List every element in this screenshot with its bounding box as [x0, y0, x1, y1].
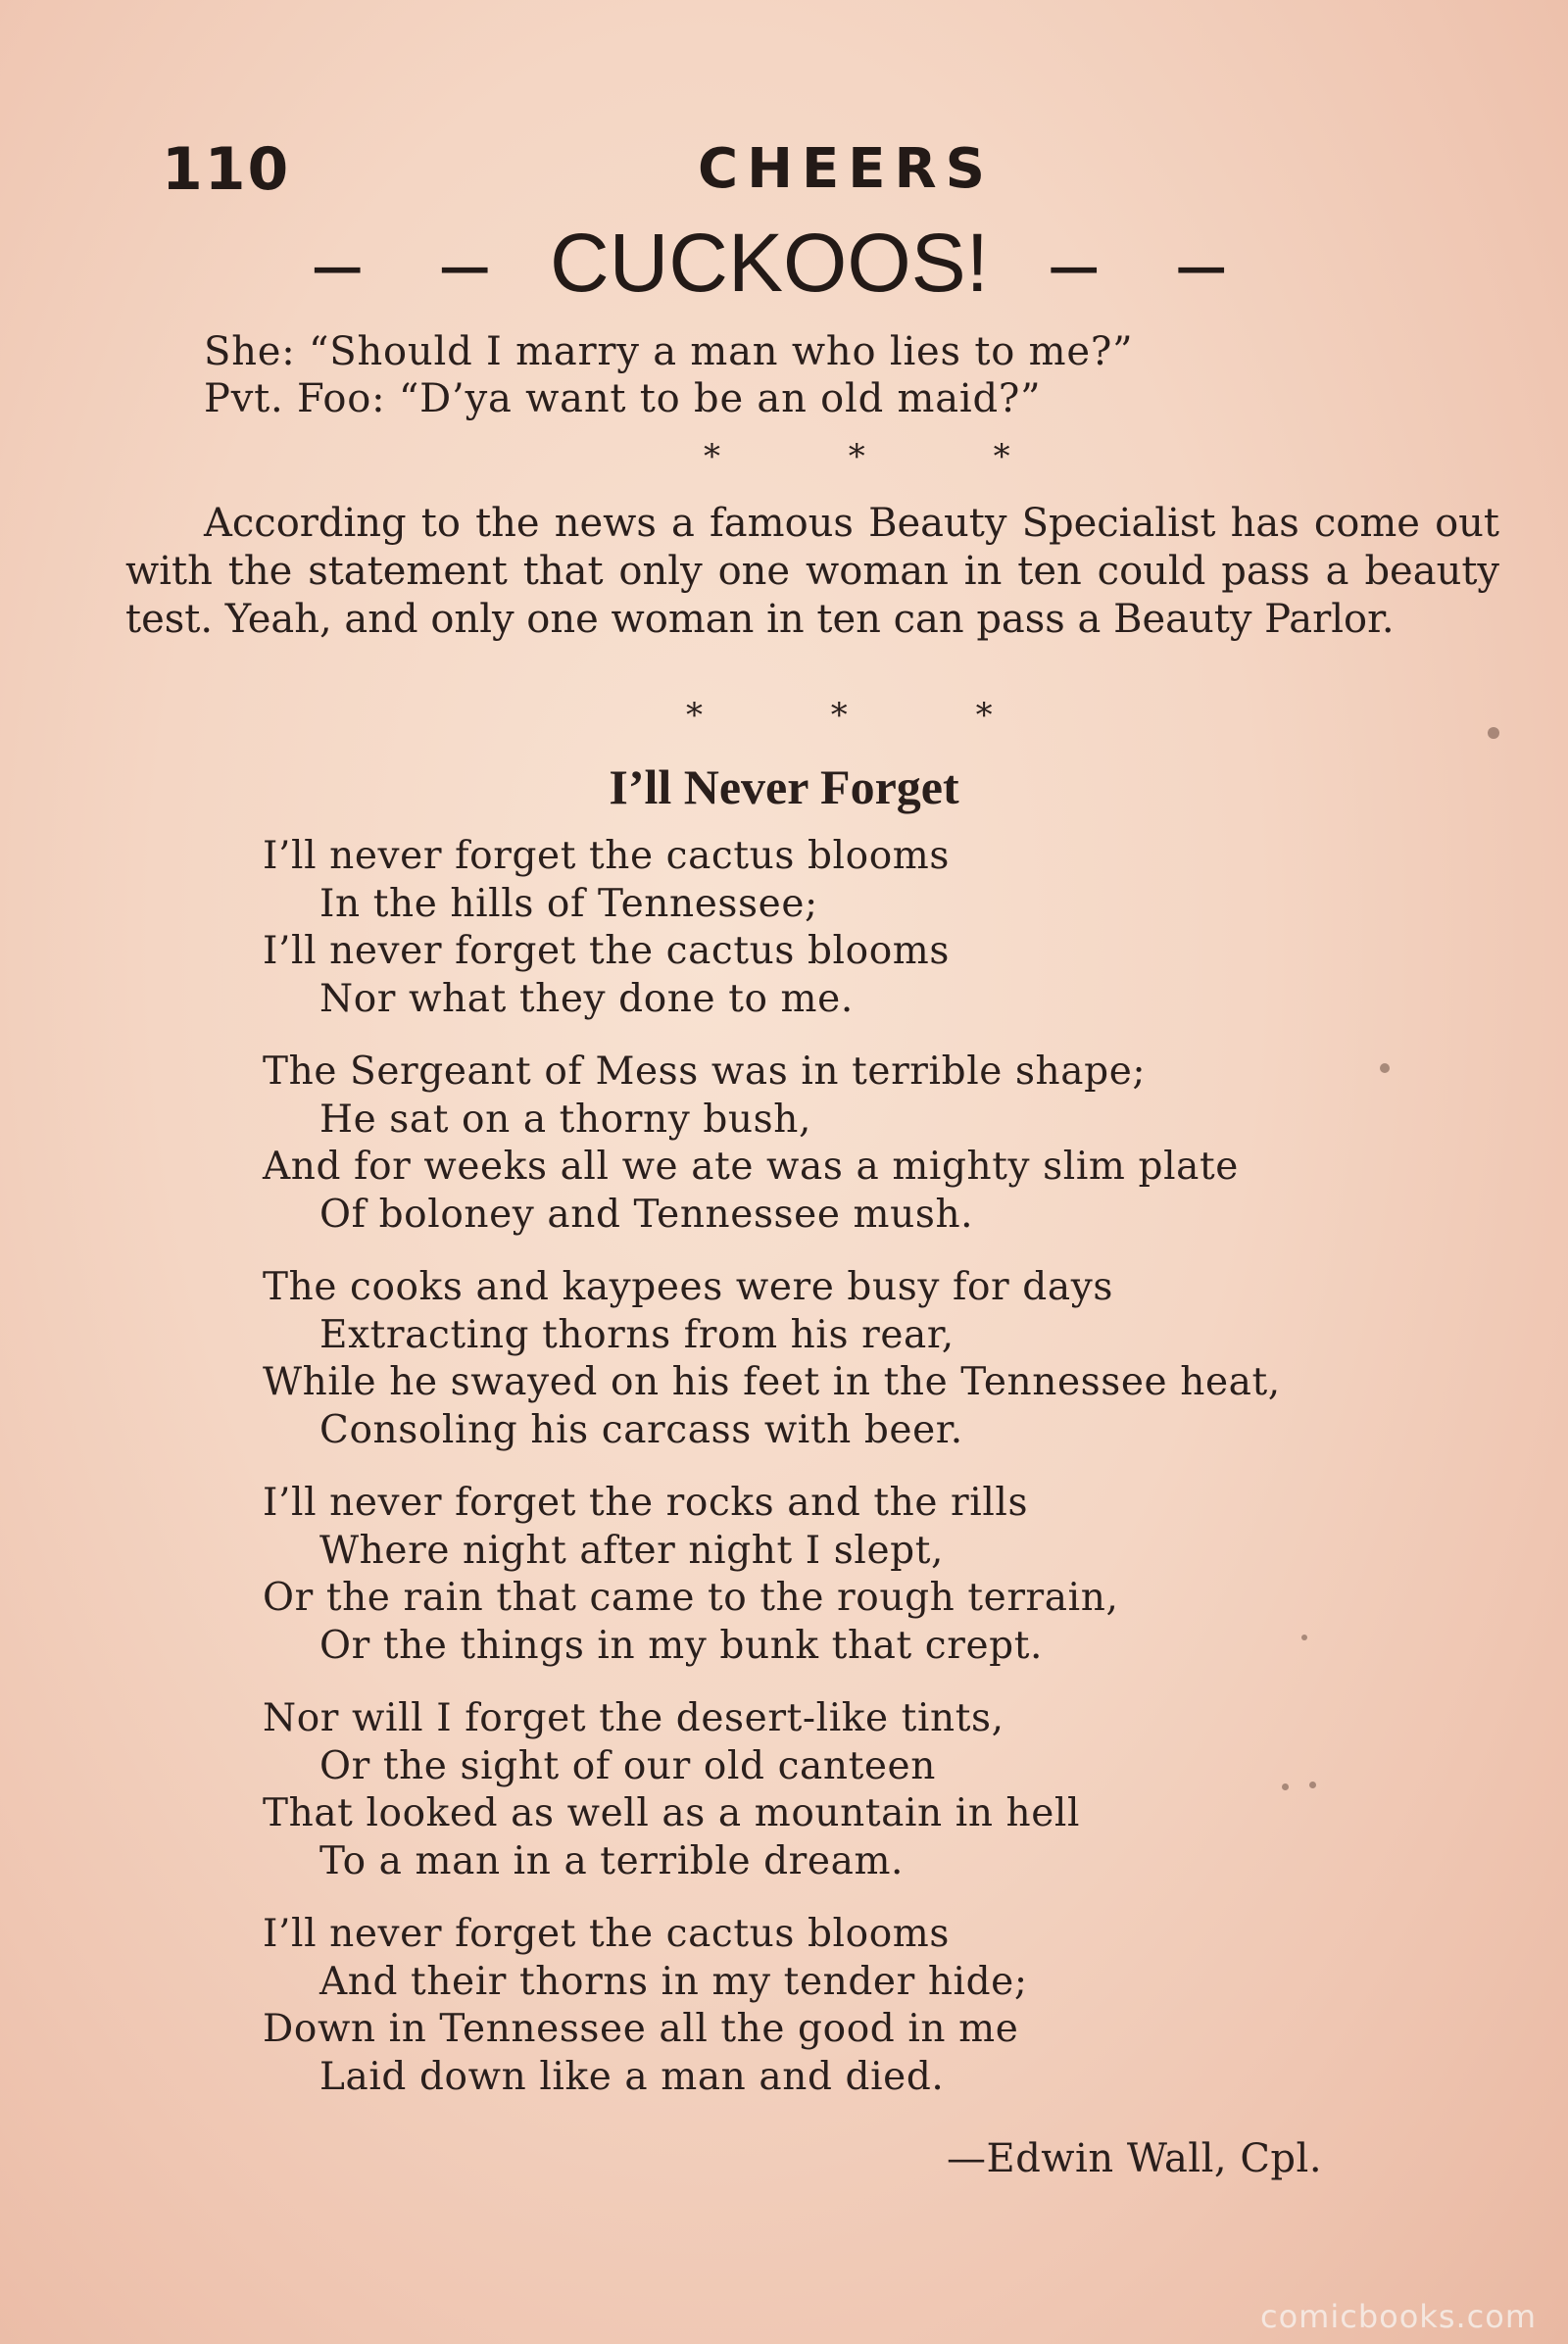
verse-line: And for weeks all we ate was a mighty slim plate: [263, 1145, 1239, 1189]
watermark: comicbooks.com: [1259, 2298, 1537, 2335]
verse-line: Where night after night I slept,: [319, 1528, 944, 1573]
stanza: [263, 1264, 1281, 1454]
poem-byline: —Edwin Wall, Cpl.: [947, 2136, 1323, 2181]
verse-line: The Sergeant of Mess was in terrible shape;: [263, 1050, 1147, 1094]
verse-line: And their thorns in my tender hide;: [319, 1959, 1028, 2004]
verse-line: Or the things in my bunk that crept.: [319, 1623, 1043, 1668]
verse-line: Consoling his carcass with beer.: [319, 1407, 963, 1452]
stanza: [263, 1911, 1281, 2101]
verse-line: I’ll never forget the cactus blooms: [263, 834, 950, 878]
verse-line: Extracting thorns from his rear,: [319, 1312, 955, 1357]
paper-speck: [1309, 1782, 1316, 1788]
verse-line: Nor what they done to me.: [319, 976, 854, 1021]
dialogue-line-she: She: “Should I marry a man who lies to me?”: [204, 329, 1134, 374]
paper-speck: [1282, 1783, 1289, 1790]
verse-line: The cooks and kaypees were busy for days: [263, 1265, 1113, 1309]
verse-line: Or the sight of our old canteen: [319, 1743, 936, 1788]
title-text: CUCKOOS!: [549, 217, 990, 309]
verse-line: In the hills of Tennessee;: [319, 881, 818, 926]
paper-speck: [1380, 1063, 1390, 1073]
verse-line: He sat on a thorny bush,: [319, 1097, 811, 1142]
verse-line: That looked as well as a mountain in hell: [263, 1791, 1081, 1835]
dialogue-line-foo: Pvt. Foo: “D’ya want to be an old maid?”: [204, 376, 1042, 421]
separator-stars: * * *: [686, 696, 1052, 735]
verse-line: Of boloney and Tennessee mush.: [319, 1192, 974, 1237]
poem-body: [263, 833, 1281, 2126]
section-title: [0, 216, 1568, 311]
paper-speck: [1488, 727, 1499, 739]
beauty-paragraph: [125, 500, 1499, 644]
verse-line: Or the rain that came to the rough terrain,: [263, 1576, 1119, 1620]
page-number: 110: [162, 135, 291, 204]
verse-line: To a man in a terrible dream.: [319, 1838, 905, 1883]
verse-line: I’ll never forget the cactus blooms: [263, 1912, 950, 1956]
title-trail-dashes: – –: [1051, 217, 1254, 309]
paragraph-text: According to the news a famous Beauty Specialist has come out with the statement that only one woman in ten could pass a beauty test. Yeah, and only one woman in ten can pass a Beauty Parlor.: [125, 501, 1499, 642]
verse-line: While he swayed on his feet in the Tennessee heat,: [263, 1360, 1281, 1404]
verse-line: Laid down like a man and died.: [319, 2054, 945, 2099]
stanza: [263, 833, 1281, 1023]
verse-line: I’ll never forget the rocks and the rills: [263, 1481, 1029, 1525]
verse-line: Nor will I forget the desert-like tints,: [263, 1696, 1004, 1740]
separator-stars: * * *: [704, 437, 1069, 476]
poem-title: I’ll Never Forget: [609, 759, 959, 814]
verse-line: I’ll never forget the cactus blooms: [263, 929, 950, 973]
paper-speck: [1301, 1635, 1307, 1640]
stanza: [263, 1480, 1281, 1670]
stanza: [263, 1695, 1281, 1885]
verse-line: Down in Tennessee all the good in me: [263, 2007, 1019, 2051]
running-head: CHEERS: [698, 137, 994, 201]
stanza: [263, 1049, 1281, 1239]
title-lead-dashes: – –: [314, 217, 517, 309]
